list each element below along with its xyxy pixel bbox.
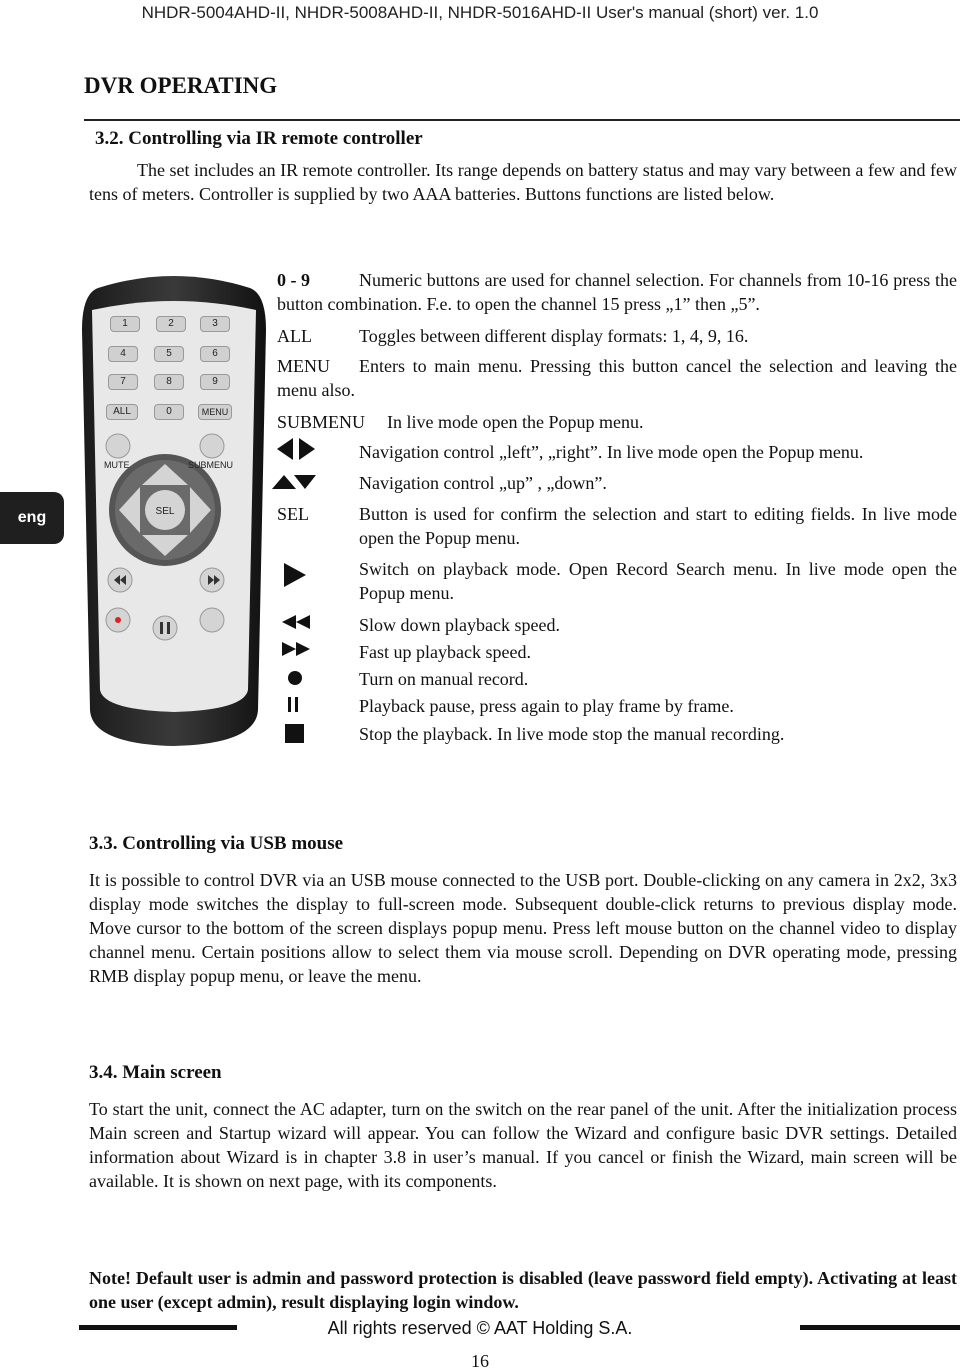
function-desc: Switch on playback mode. Open Record Search menu. In live mode open the Popup menu.	[359, 559, 957, 603]
function-desc: Numeric buttons are used for channel selection. For channels from 10-16 press the button combination. F.e. to open the channel 15 press „1” then „5”.	[277, 270, 957, 314]
function-key: MENU	[277, 356, 330, 376]
section-title: DVR OPERATING	[84, 73, 278, 98]
usb-mouse-paragraph: It is possible to control DVR via an USB mouse connected to the USB port. Double-clicking on any camera in 2x2, 3x3 display mode switches the display to full-screen mode. Subsequent double-click returns to previous display mode. Move cursor to the bottom of the screen displays popup menu. Press left mouse button on the channel video to display channel menu. Certain positions allow to select them via mouse scroll. Depending on DVR operating mode, pressing RMB display popup menu, or leave the menu.	[89, 870, 957, 986]
footer-copyright: All rights reserved © AAT Holding S.A.	[327, 1318, 633, 1338]
function-desc: Enters to main menu. Pressing this button cancel the selection and leaving the menu also.	[277, 356, 957, 400]
remote-key-5: 5	[154, 346, 184, 362]
function-desc: Navigation control „left”, „right”. In live mode open the Popup menu.	[359, 442, 864, 462]
svg-text:SEL: SEL	[155, 506, 175, 517]
function-key: 0 - 9	[277, 270, 310, 290]
remote-key-7: 7	[108, 374, 138, 390]
remote-submenu-label: SUBMENU	[188, 460, 234, 470]
remote-key-1: 1	[110, 316, 140, 332]
function-key: SEL	[277, 504, 310, 524]
function-desc: In live mode open the Popup menu.	[387, 412, 644, 432]
heading-3-3: 3.3. Controlling via USB mouse	[89, 833, 344, 854]
page-number: 16	[471, 1351, 489, 1371]
function-desc: Button is used for confirm the selection and start to editing fields. In live mode open the Popup menu.	[359, 504, 957, 548]
remote-key-0: 0	[154, 404, 184, 420]
intro-paragraph: The set includes an IR remote controller. Its range depends on battery status and may vary between a few and few tens of meters. Controller is supplied by two AAA batteries. Buttons functions are listed below.	[89, 160, 957, 204]
remote-key-3: 3	[200, 316, 230, 332]
function-desc: Playback pause, press again to play frame by frame.	[359, 696, 734, 716]
remote-key-menu: MENU	[198, 404, 232, 420]
heading-3-4: 3.4. Main screen	[89, 1062, 222, 1083]
stop-icon	[285, 724, 305, 744]
function-desc: Fast up playback speed.	[359, 642, 531, 662]
function-desc: Stop the playback. In live mode stop the manual recording.	[359, 724, 785, 744]
language-tab: eng	[0, 492, 64, 544]
title-rule	[84, 119, 960, 121]
play-icon	[284, 563, 308, 587]
function-desc: Turn on manual record.	[359, 669, 529, 689]
pause-icon	[288, 697, 300, 713]
remote-key-4: 4	[108, 346, 138, 362]
remote-control-image	[78, 270, 270, 748]
function-key: ALL	[277, 326, 312, 346]
heading-3-2: 3.2. Controlling via IR remote controller	[95, 128, 423, 149]
remote-key-8: 8	[154, 374, 184, 390]
left-right-arrows-icon	[277, 436, 317, 462]
remote-key-2: 2	[156, 316, 186, 332]
fast-forward-icon	[282, 642, 312, 656]
remote-key-9: 9	[200, 374, 230, 390]
rewind-icon	[282, 615, 312, 629]
main-screen-paragraph: To start the unit, connect the AC adapter, turn on the switch on the rear panel of the unit. After the initialization process Main screen and Startup wizard will appear. You can follow the Wizard and configure basic DVR settings. Detailed information about Wizard is in chapter 3.8 in user’s manual. If you cancel or finish the Wizard, main screen will be available. It is shown on next page, with its components.	[89, 1099, 957, 1191]
remote-key-6: 6	[200, 346, 230, 362]
function-key: SUBMENU	[277, 412, 366, 432]
note-paragraph: Note! Default user is admin and password protection is disabled (leave password field empty). Activating at least one user (except admin), result displaying login window.	[89, 1268, 957, 1312]
remote-mute-label: MUTE	[104, 460, 130, 470]
running-header: NHDR-5004AHD-II, NHDR-5008AHD-II, NHDR-5016AHD-II User's manual (short) ver. 1.0	[141, 3, 819, 22]
remote-key-all: ALL	[106, 404, 138, 420]
function-desc: Slow down playback speed.	[359, 615, 560, 635]
up-down-arrows-icon	[270, 473, 318, 491]
function-desc: Toggles between different display formats: 1, 4, 9, 16.	[359, 326, 749, 346]
remote-body-svg	[78, 270, 270, 748]
function-desc: Navigation control „up” , „down”.	[359, 473, 607, 493]
record-icon	[287, 670, 303, 686]
